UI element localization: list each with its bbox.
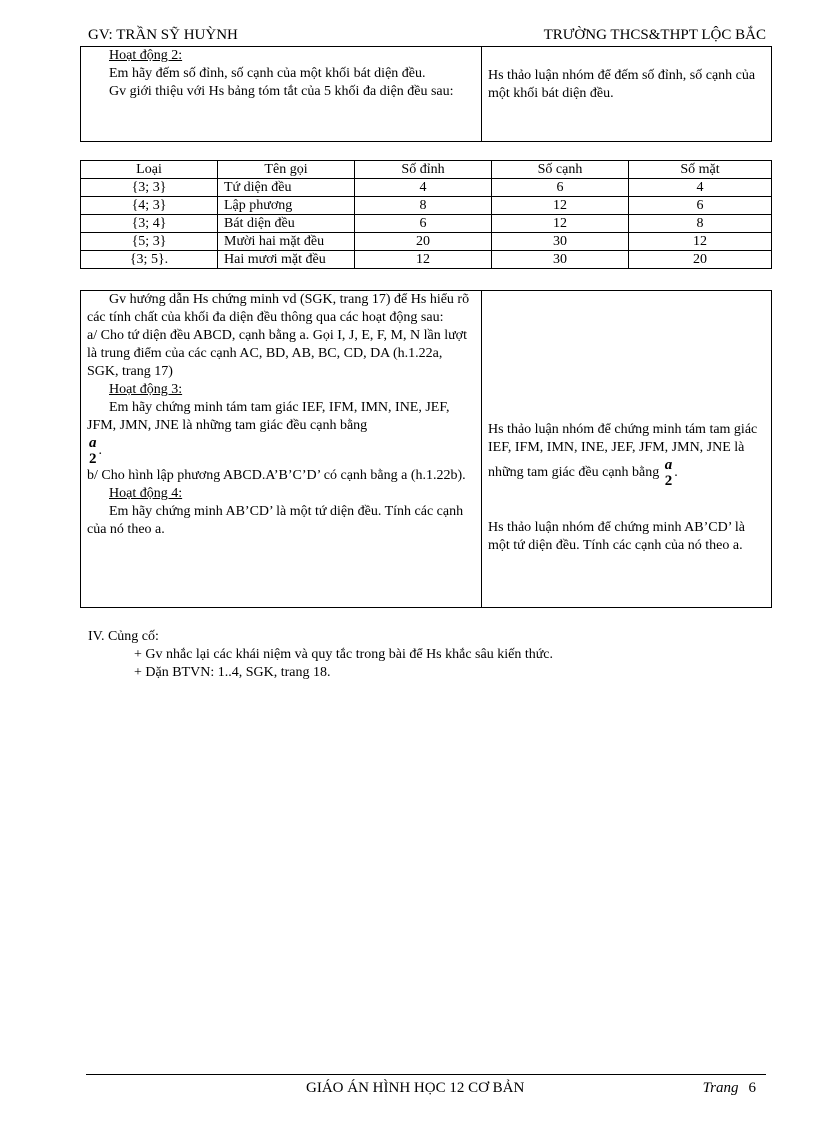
table-cell: 30 (492, 233, 629, 251)
teacher-main-cell (81, 291, 482, 608)
table-row (81, 251, 772, 269)
table-cell: Mười hai mặt đều (218, 233, 355, 251)
part-b: b/ Cho hình lập phương ABCD.A’B’C’D’ có cạnh bằng a (h.1.22b). (87, 468, 466, 483)
table-cell: 4 (355, 179, 492, 197)
activity4-text: Em hãy chứng minh AB’CD’ là một tứ diện đều. Tính các cạnh của nó theo a. (87, 504, 464, 537)
table-cell: Tứ diện đều (218, 179, 355, 197)
table-cell: {5; 3} (81, 233, 218, 251)
activity3-text: Em hãy chứng minh tám tam giác IEF, IFM, IMN, INE, JEF, JFM, JMN, JNE là những tam giác đều cạnh bằng (87, 400, 450, 433)
activity4-title: Hoạt động 4: (109, 486, 183, 501)
column-header: Tên gọi (218, 161, 355, 179)
table-row (81, 179, 772, 197)
student-main-cell (482, 291, 772, 608)
student-activity2-cell (482, 47, 772, 142)
activity4-student: Hs thảo luận nhóm để chứng minh AB’CD’ là một tứ diện đều. Tính các cạnh của nó theo a. (488, 520, 745, 553)
summary-title: IV. Củng cố: (88, 629, 159, 644)
page-number: Trang 6 (702, 1080, 756, 1096)
fraction-a-over-2: a 2 (664, 457, 673, 489)
table-cell: 12 (492, 197, 629, 215)
activity3-fraction-line: a 2 . (89, 435, 102, 467)
table-cell: Bát diện đều (218, 215, 355, 233)
page-footer (86, 1074, 766, 1097)
table-cell: 12 (355, 251, 492, 269)
table-cell: 30 (492, 251, 629, 269)
table-cell: 6 (355, 215, 492, 233)
table-cell: Hai mươi mặt đều (218, 251, 355, 269)
column-header: Số cạnh (492, 161, 629, 179)
table-cell: 20 (629, 251, 772, 269)
table-cell: 8 (629, 215, 772, 233)
table-row (81, 233, 772, 251)
activity2-teacher-line2: Gv giới thiệu với Hs bảng tóm tắt của 5 khối đa diện đều sau: (109, 84, 454, 99)
table-cell: {3; 5}. (81, 251, 218, 269)
table-cell: 12 (492, 215, 629, 233)
table-row (81, 197, 772, 215)
table-cell: 12 (629, 233, 772, 251)
part-a: a/ Cho tứ diện đều ABCD, cạnh bằng a. Gọi I, J, E, F, M, N lần lượt là trung điểm của các cạnh AC, BD, AB, BC, CD, DA (h.1.22a, SGK, trang 17) (87, 328, 467, 379)
activity3-student: Hs thảo luận nhóm để chứng minh tám tam giác IEF, IFM, IMN, INE, JEF, JFM, JMN, JNE là những tam giác đều cạnh bằng a 2 . (488, 422, 758, 489)
footer-title: GIÁO ÁN HÌNH HỌC 12 CƠ BẢN (306, 1080, 525, 1096)
table-cell: 6 (492, 179, 629, 197)
polyhedra-header-row (81, 161, 772, 179)
teacher-name: GV: TRẦN SỸ HUỲNH (88, 27, 238, 43)
summary-section (88, 628, 768, 682)
page-header (86, 24, 766, 47)
table-cell: 6 (629, 197, 772, 215)
summary-item: + Gv nhắc lại các khái niệm và quy tắc trong bài để Hs khắc sâu kiến thức. (134, 647, 554, 662)
table-cell: {3; 3} (81, 179, 218, 197)
column-header: Số mặt (629, 161, 772, 179)
table-cell: {4; 3} (81, 197, 218, 215)
activity2-teacher-line1: Em hãy đếm số đỉnh, số cạnh của một khối bát diện đều. (109, 66, 426, 81)
table-cell: Lập phương (218, 197, 355, 215)
table-cell: 20 (355, 233, 492, 251)
fraction-a-over-2: a 2 (89, 435, 97, 467)
summary-item: + Dặn BTVN: 1..4, SGK, trang 18. (134, 665, 331, 680)
activity2-title: Hoạt động 2: (109, 48, 183, 63)
activity3-title: Hoạt động 3: (109, 382, 183, 397)
column-header: Loại (81, 161, 218, 179)
table-cell: 8 (355, 197, 492, 215)
polyhedra-table (80, 160, 772, 269)
activity2-student: Hs thảo luận nhóm để đếm số đỉnh, số cạnh của một khối bát diện đều. (488, 68, 756, 101)
school-name: TRƯỜNG THCS&THPT LỘC BẮC (543, 27, 766, 43)
teacher-activity2-cell (81, 47, 482, 142)
main-activity-table (80, 290, 772, 608)
table-cell: {3; 4} (81, 215, 218, 233)
main-intro: Gv hướng dẫn Hs chứng minh vd (SGK, trang 17) để Hs hiểu rõ các tính chất của khối đa diện đều thông qua các hoạt động sau: (87, 292, 470, 325)
column-header: Số đỉnh (355, 161, 492, 179)
table-cell: 4 (629, 179, 772, 197)
table-row (81, 215, 772, 233)
activity2-table (80, 46, 772, 142)
